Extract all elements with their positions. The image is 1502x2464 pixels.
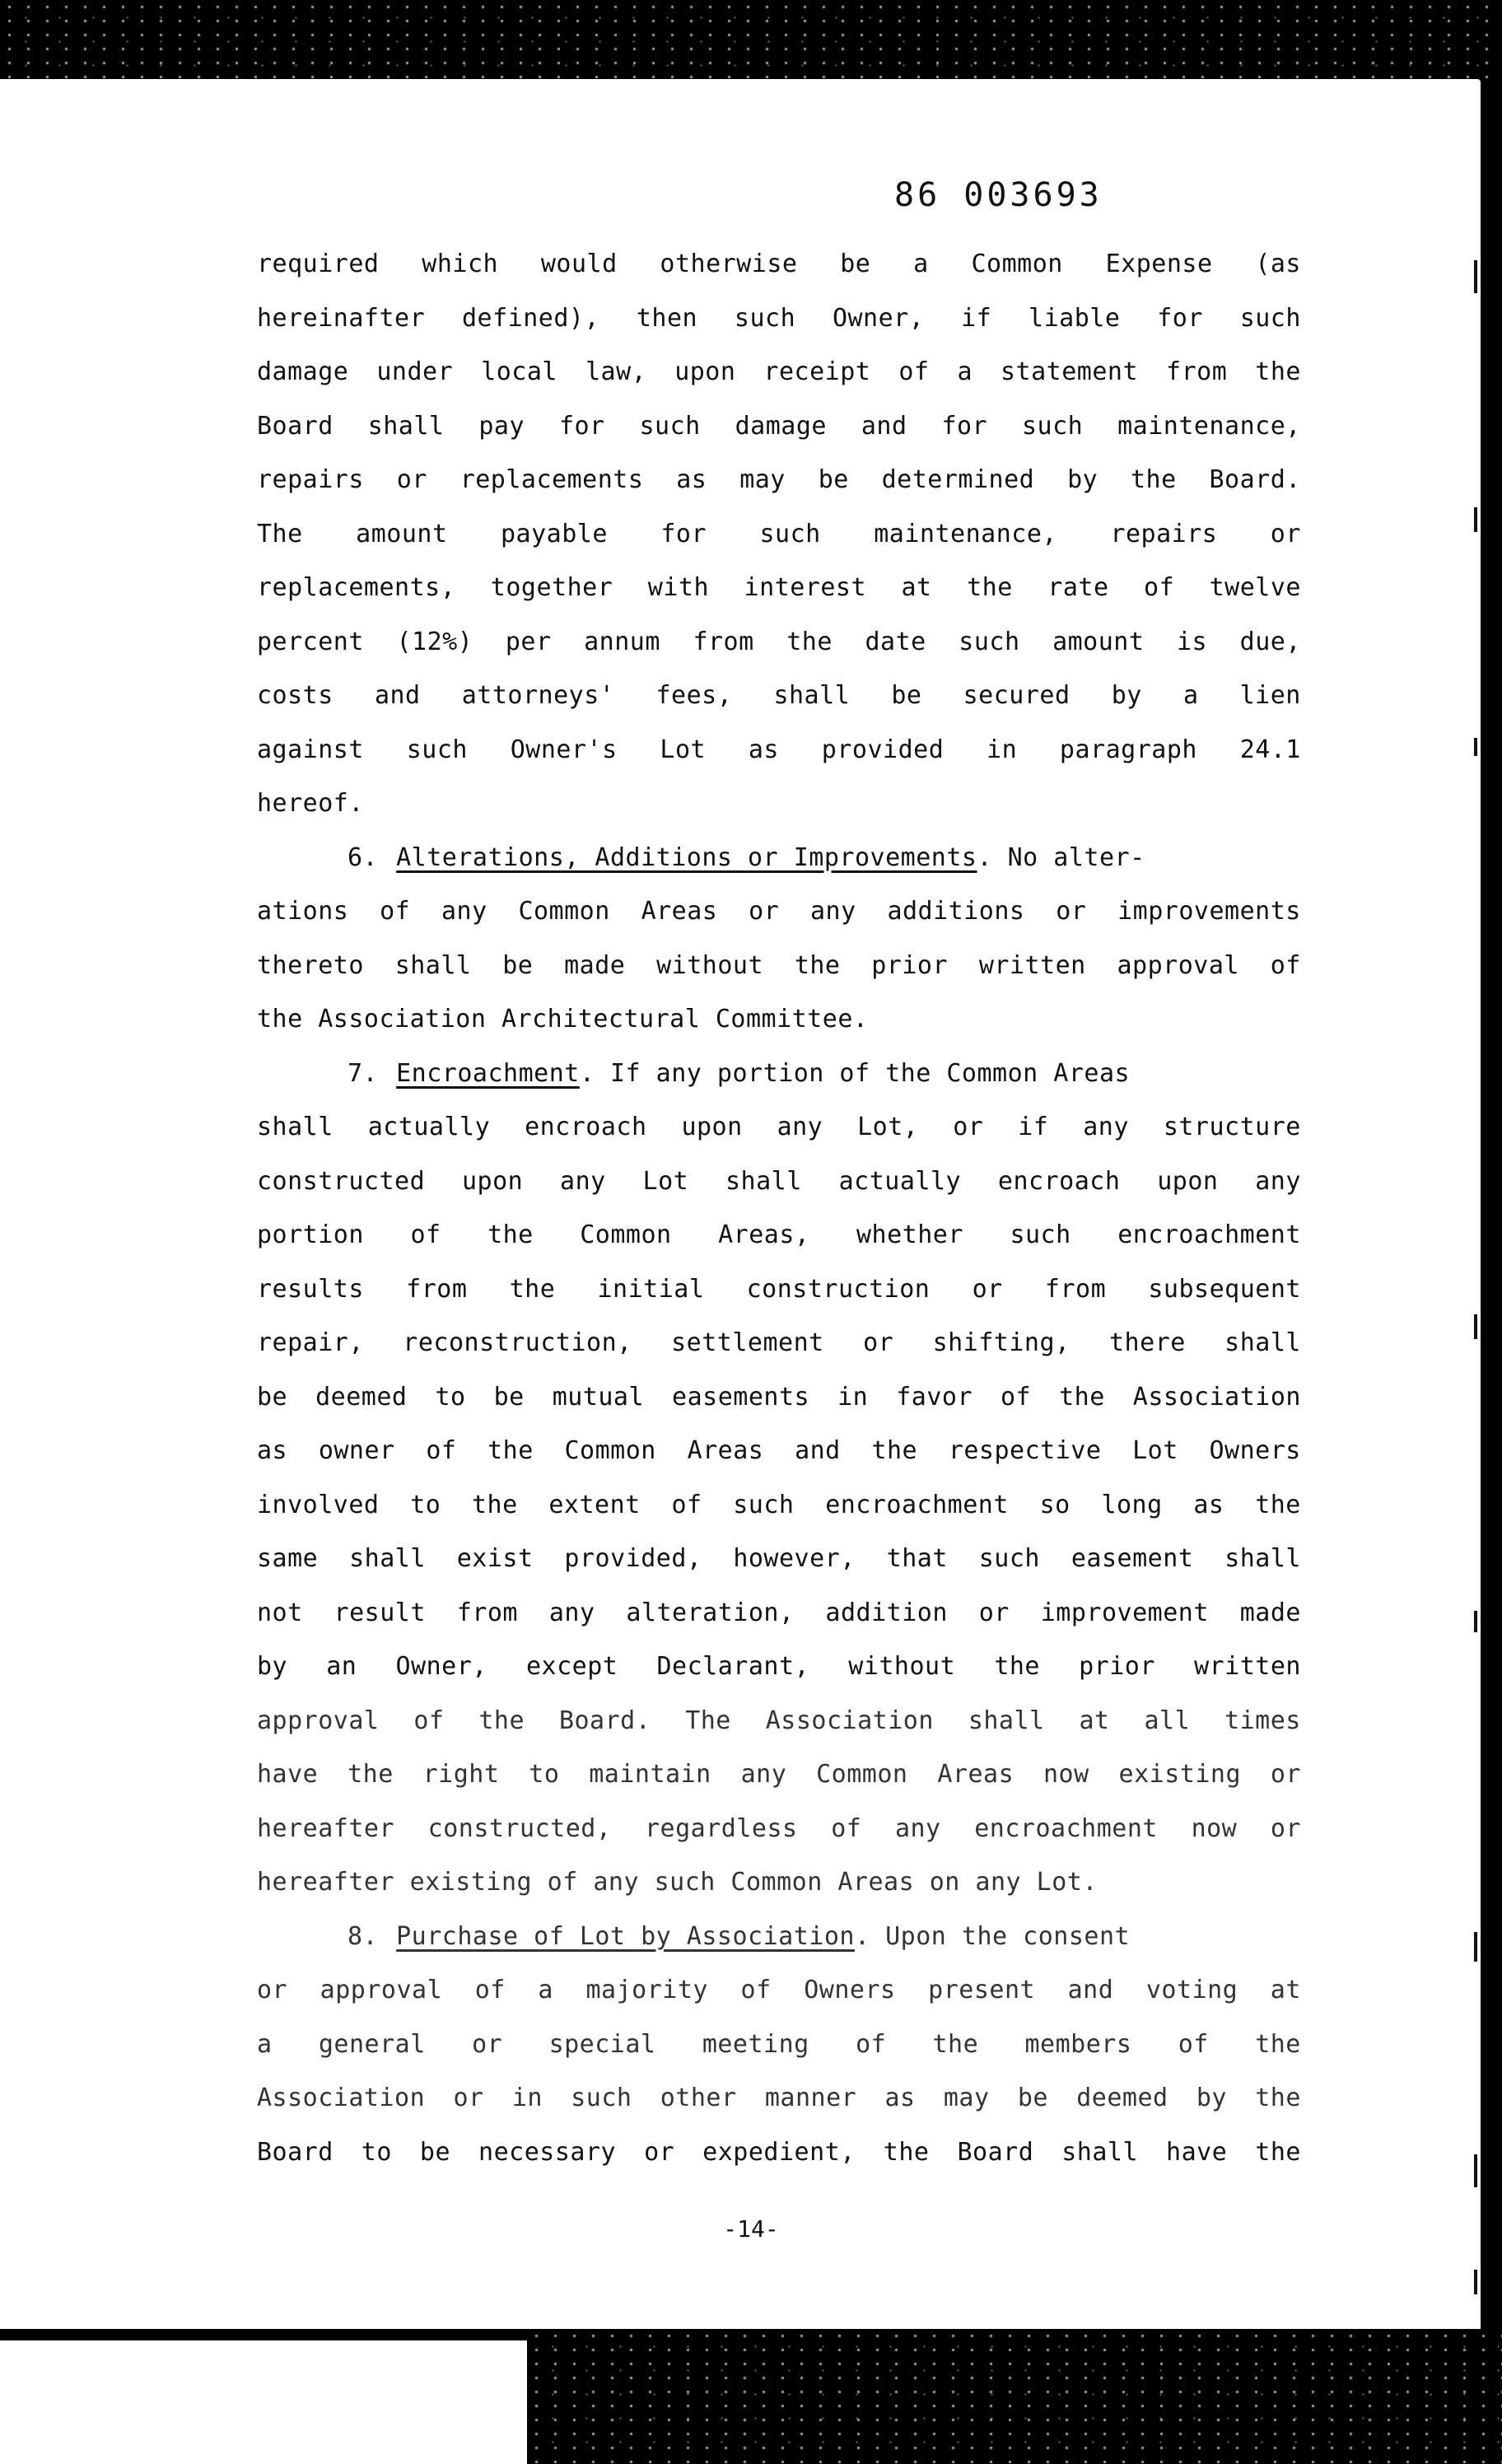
- body-line: replacements, together with interest at the rate of twelve: [257, 573, 1301, 602]
- body-line: not result from any alteration, addition or improvement made: [257, 1598, 1301, 1627]
- section-8-heading-line: [257, 1910, 1301, 1964]
- body-line: or approval of a majority of Owners present and voting at: [257, 1976, 1301, 2004]
- heading-line-rest: . No alter-: [977, 842, 1145, 872]
- body-line: involved to the extent of such encroachment so long as the: [257, 1490, 1301, 1519]
- body-line: same shall exist provided, however, that such easement shall: [257, 1544, 1301, 1573]
- body-line: portion of the Common Areas, whether such encroachment: [257, 1220, 1301, 1249]
- body-line: repairs or replacements as may be determined by the Board.: [257, 465, 1301, 494]
- body-line: approval of the Board. The Association shall at all times: [257, 1706, 1301, 1735]
- section-heading: Alterations, Additions or Improvements: [396, 842, 977, 872]
- body-line: the Association Architectural Committee.: [257, 1005, 869, 1034]
- margin-marks: [1459, 161, 1481, 2303]
- heading-line-rest: . Upon the consent: [854, 1921, 1131, 1951]
- body-line: ations of any Common Areas or any additions or improvements: [257, 897, 1301, 926]
- section-7-heading-line: [257, 1047, 1301, 1101]
- section-heading: Purchase of Lot by Association: [396, 1921, 855, 1951]
- body-line: repair, reconstruction, settlement or shifting, there shall: [257, 1328, 1301, 1357]
- scan-border-top: [0, 0, 1502, 79]
- body-line: hereof.: [257, 789, 364, 818]
- page-number: -14-: [723, 2215, 779, 2242]
- body-line: shall actually encroach upon any Lot, or if any structure: [257, 1113, 1301, 1141]
- document-body: [257, 237, 1301, 2179]
- section-number: 7.: [348, 1058, 379, 1088]
- body-line: constructed upon any Lot shall actually encroach upon any: [257, 1166, 1301, 1196]
- body-line: against such Owner's Lot as provided in paragraph 24.1: [257, 735, 1301, 764]
- body-line: required which would otherwise be a Common Expense (as: [257, 250, 1301, 278]
- document-number: 86 003693: [894, 176, 1103, 214]
- body-line: by an Owner, except Declarant, without the prior written: [257, 1652, 1301, 1681]
- section-heading: Encroachment: [396, 1058, 580, 1088]
- body-line: results from the initial construction or from subsequent: [257, 1274, 1301, 1304]
- section-number: 6.: [348, 842, 379, 872]
- scan-border-bottom: [527, 2329, 1502, 2464]
- section-number: 8.: [348, 1921, 379, 1951]
- heading-line-rest: . If any portion of the Common Areas: [579, 1058, 1131, 1088]
- body-line: Association or in such other manner as may be deemed by the: [257, 2084, 1301, 2112]
- body-line: hereafter existing of any such Common Areas on any Lot.: [257, 1868, 1098, 1897]
- body-line: percent (12%) per annum from the date such amount is due,: [257, 627, 1301, 656]
- scan-bottom-margin: [0, 2340, 527, 2464]
- body-line: hereafter constructed, regardless of any encroachment now or: [257, 1813, 1301, 1843]
- body-line: Board to be necessary or expedient, the Board shall have the: [257, 2137, 1301, 2167]
- section-6-heading-line: [257, 831, 1301, 885]
- body-line: The amount payable for such maintenance, repairs or: [257, 519, 1301, 548]
- body-line: have the right to maintain any Common Areas now existing or: [257, 1760, 1301, 1789]
- body-line: a general or special meeting of the members of the: [257, 2029, 1301, 2059]
- body-line: be deemed to be mutual easements in favor of the Association: [257, 1382, 1301, 1412]
- body-line: damage under local law, upon receipt of a statement from the: [257, 357, 1301, 386]
- body-line: thereto shall be made without the prior written approval of: [257, 950, 1301, 980]
- body-line: costs and attorneys' fees, shall be secured by a lien: [257, 681, 1301, 710]
- body-line: Board shall pay for such damage and for such maintenance,: [257, 411, 1301, 441]
- body-line: hereinafter defined), then such Owner, if liable for such: [257, 303, 1301, 333]
- body-line: as owner of the Common Areas and the respective Lot Owners: [257, 1436, 1301, 1465]
